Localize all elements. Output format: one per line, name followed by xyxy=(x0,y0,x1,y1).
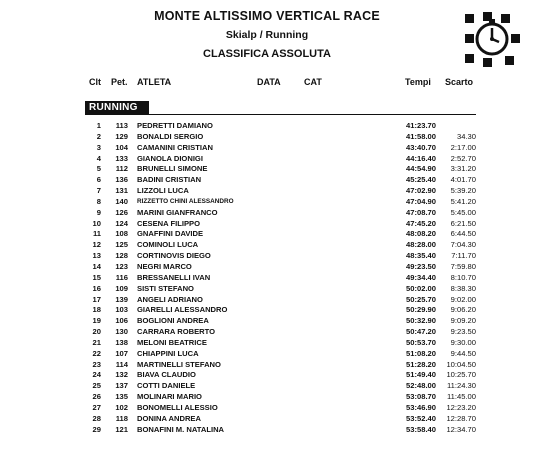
section-label-running: RUNNING xyxy=(85,101,149,114)
time-cell: 50:25.70 xyxy=(406,294,436,304)
time-cell: 47:02.90 xyxy=(406,186,436,196)
gap-cell: 5:39.20 xyxy=(450,186,476,196)
rank-cell: 8 xyxy=(96,196,101,206)
race-subtitle: Skialp / Running xyxy=(225,29,309,41)
rank-cell: 4 xyxy=(96,153,101,163)
table-row xyxy=(0,284,534,295)
col-header-data: DATA xyxy=(257,77,281,87)
time-cell: 53:58.40 xyxy=(406,424,436,434)
athlete-cell: GNAFFINI DAVIDE xyxy=(137,229,204,239)
rank-cell: 23 xyxy=(92,359,101,369)
table-row xyxy=(0,403,534,414)
bib-cell: 104 xyxy=(115,142,128,152)
gap-cell: 8:38.30 xyxy=(450,283,476,293)
gap-cell: 10:04.50 xyxy=(446,359,476,369)
bib-cell: 131 xyxy=(115,186,128,196)
athlete-cell: MARINI GIANFRANCO xyxy=(137,207,218,217)
rank-cell: 17 xyxy=(92,294,101,304)
bib-cell: 133 xyxy=(115,153,128,163)
athlete-cell: BONOMELLI ALESSIO xyxy=(137,402,218,412)
table-row xyxy=(0,338,534,349)
time-cell: 47:08.70 xyxy=(406,207,436,217)
table-row xyxy=(0,197,534,208)
gap-cell: 9:44.50 xyxy=(450,348,476,358)
col-header-athlete: ATLETA xyxy=(137,77,172,87)
real-time-logo xyxy=(461,8,523,70)
col-header-cat: CAT xyxy=(304,77,322,87)
table-row xyxy=(0,425,534,436)
gap-cell: 12:23.20 xyxy=(446,402,476,412)
athlete-cell: BONALDI SERGIO xyxy=(137,131,204,141)
gap-cell: 6:44.50 xyxy=(450,229,476,239)
classification-title: CLASSIFICA ASSOLUTA xyxy=(203,48,331,60)
athlete-cell: MELONI BEATRICE xyxy=(137,337,207,347)
rank-cell: 21 xyxy=(92,337,101,347)
time-cell: 49:34.40 xyxy=(406,272,436,282)
gap-cell: 5:45.00 xyxy=(450,207,476,217)
table-row xyxy=(0,164,534,175)
rank-cell: 28 xyxy=(92,413,101,423)
rank-cell: 13 xyxy=(92,251,101,261)
time-cell: 48:08.20 xyxy=(406,229,436,239)
bib-cell: 139 xyxy=(115,294,128,304)
rank-cell: 9 xyxy=(96,207,101,217)
rank-cell: 19 xyxy=(92,316,101,326)
gap-cell: 3:31.20 xyxy=(450,164,476,174)
rank-cell: 22 xyxy=(92,348,101,358)
athlete-cell: MOLINARI MARIO xyxy=(137,392,202,402)
time-cell: 41:23.70 xyxy=(406,121,436,130)
bib-cell: 132 xyxy=(115,370,128,380)
rank-cell: 6 xyxy=(96,175,101,185)
bib-cell: 126 xyxy=(115,207,128,217)
table-row xyxy=(0,251,534,262)
gap-cell: 12:28.70 xyxy=(446,413,476,423)
table-row xyxy=(0,121,534,132)
athlete-cell: GIARELLI ALESSANDRO xyxy=(137,305,228,315)
time-cell: 44:54.90 xyxy=(406,164,436,174)
gap-cell: 9:06.20 xyxy=(450,305,476,315)
athlete-cell: BIAVA CLAUDIO xyxy=(137,370,196,380)
rank-cell: 16 xyxy=(92,283,101,293)
time-cell: 44:16.40 xyxy=(406,153,436,163)
time-cell: 51:49.40 xyxy=(406,370,436,380)
bib-cell: 125 xyxy=(115,240,128,250)
bib-cell: 109 xyxy=(115,283,128,293)
results-table xyxy=(0,121,534,435)
athlete-cell: BRUNELLI SIMONE xyxy=(137,164,208,174)
time-cell: 49:23.50 xyxy=(406,261,436,271)
bib-cell: 135 xyxy=(115,392,128,402)
rank-cell: 5 xyxy=(96,164,101,174)
gap-cell: 34.30 xyxy=(456,131,476,141)
bib-cell: 106 xyxy=(115,316,128,326)
bib-cell: 108 xyxy=(115,229,128,239)
col-header-gap: Scarto xyxy=(445,77,474,87)
table-row xyxy=(0,392,534,403)
col-header-time: Tempi xyxy=(405,77,431,87)
bib-cell: 129 xyxy=(115,131,128,141)
table-row xyxy=(0,219,534,230)
time-cell: 50:47.20 xyxy=(406,327,436,337)
bib-cell: 118 xyxy=(115,413,128,423)
time-cell: 51:28.20 xyxy=(406,359,436,369)
athlete-cell: CAMANINI CRISTIAN xyxy=(137,142,213,152)
table-row xyxy=(0,229,534,240)
table-row xyxy=(0,262,534,273)
athlete-cell: BONAFINI M. NATALINA xyxy=(137,424,225,434)
table-row xyxy=(0,273,534,284)
rank-cell: 11 xyxy=(92,229,101,239)
gap-cell: 9:02.00 xyxy=(450,294,476,304)
time-cell: 50:53.70 xyxy=(406,337,436,347)
gap-cell: 6:21.50 xyxy=(450,218,476,228)
table-row xyxy=(0,316,534,327)
rank-cell: 12 xyxy=(92,240,101,250)
rank-cell: 26 xyxy=(92,392,101,402)
table-row xyxy=(0,240,534,251)
bib-cell: 128 xyxy=(115,251,128,261)
time-cell: 53:52.40 xyxy=(406,413,436,423)
time-cell: 47:04.90 xyxy=(406,196,436,206)
table-row xyxy=(0,186,534,197)
table-row xyxy=(0,154,534,165)
gap-cell: 7:11.70 xyxy=(451,251,476,261)
bib-cell: 114 xyxy=(115,359,128,369)
bib-cell: 121 xyxy=(115,424,128,434)
time-cell: 50:02.00 xyxy=(406,283,436,293)
bib-cell: 102 xyxy=(115,402,128,412)
athlete-cell: CORTINOVIS DIEGO xyxy=(137,251,211,261)
bib-cell: 116 xyxy=(115,272,128,282)
gap-cell: 9:23.50 xyxy=(450,327,476,337)
bib-cell: 112 xyxy=(115,164,128,174)
athlete-cell: ANGELI ADRIANO xyxy=(137,294,203,304)
gap-cell: 11:24.30 xyxy=(447,381,476,391)
athlete-cell: COMINOLI LUCA xyxy=(137,240,199,250)
athlete-cell: COTTI DANIELE xyxy=(137,381,196,391)
gap-cell: 2:52.70 xyxy=(450,153,476,163)
time-cell: 45:25.40 xyxy=(406,175,436,185)
table-row xyxy=(0,305,534,316)
athlete-cell: CHIAPPINI LUCA xyxy=(137,348,199,358)
table-row xyxy=(0,381,534,392)
time-cell: 50:32.90 xyxy=(406,316,436,326)
race-title: MONTE ALTISSIMO VERTICAL RACE xyxy=(154,9,380,23)
athlete-cell: SISTI STEFANO xyxy=(137,283,194,293)
athlete-cell: CARRARA ROBERTO xyxy=(137,327,216,337)
bib-cell: 113 xyxy=(115,121,128,130)
results-table-header xyxy=(0,77,534,89)
rank-cell: 20 xyxy=(92,327,101,337)
gap-cell: 9:09.20 xyxy=(450,316,476,326)
athlete-cell: BRESSANELLI IVAN xyxy=(137,272,211,282)
stopwatch-icon xyxy=(461,8,523,70)
time-cell: 53:46.90 xyxy=(406,402,436,412)
rank-cell: 14 xyxy=(92,261,101,271)
time-cell: 47:45.20 xyxy=(406,218,436,228)
gap-cell: 12:34.70 xyxy=(446,424,476,434)
bib-cell: 130 xyxy=(115,327,128,337)
time-cell: 51:08.20 xyxy=(406,348,436,358)
table-row xyxy=(0,349,534,360)
athlete-cell: BOGLIONI ANDREA xyxy=(137,316,209,326)
time-cell: 43:40.70 xyxy=(406,142,436,152)
rank-cell: 25 xyxy=(92,381,101,391)
col-header-pet: Pet. xyxy=(111,77,128,87)
athlete-cell: NEGRI MARCO xyxy=(137,261,192,271)
col-header-clt: Clt xyxy=(89,77,101,87)
table-row xyxy=(0,132,534,143)
rank-cell: 15 xyxy=(92,272,101,282)
gap-cell: 4:01.70 xyxy=(450,175,476,185)
gap-cell: 7:59.80 xyxy=(450,261,476,271)
rank-cell: 10 xyxy=(92,218,101,228)
rank-cell: 3 xyxy=(96,142,101,152)
time-cell: 53:08.70 xyxy=(406,392,436,402)
rank-cell: 27 xyxy=(92,402,101,412)
time-cell: 48:28.00 xyxy=(406,240,436,250)
athlete-cell: RIZZETTO CHINI ALESSANDRO xyxy=(137,197,234,205)
gap-cell: 10:25.70 xyxy=(446,370,476,380)
time-cell: 41:58.00 xyxy=(406,131,436,141)
athlete-cell: GIANOLA DIONIGI xyxy=(137,153,203,163)
table-row xyxy=(0,414,534,425)
bib-cell: 137 xyxy=(115,381,128,391)
gap-cell: 5:41.20 xyxy=(450,196,476,206)
athlete-cell: CESENA FILIPPO xyxy=(137,218,201,228)
bib-cell: 138 xyxy=(115,337,128,347)
gap-cell: 9:30.00 xyxy=(450,337,476,347)
table-row xyxy=(0,295,534,306)
bib-cell: 123 xyxy=(115,261,128,271)
bib-cell: 140 xyxy=(115,196,128,206)
bib-cell: 103 xyxy=(115,305,128,315)
rank-cell: 29 xyxy=(92,424,101,434)
table-row xyxy=(0,143,534,154)
time-cell: 48:35.40 xyxy=(406,251,436,261)
athlete-cell: LIZZOLI LUCA xyxy=(137,186,189,196)
bib-cell: 124 xyxy=(115,218,128,228)
rank-cell: 1 xyxy=(96,121,101,130)
table-row xyxy=(0,360,534,371)
table-row xyxy=(0,370,534,381)
gap-cell: 2:17.00 xyxy=(450,142,476,152)
bib-cell: 136 xyxy=(115,175,128,185)
athlete-cell: BADINI CRISTIAN xyxy=(137,175,202,185)
rank-cell: 24 xyxy=(92,370,101,380)
table-row xyxy=(0,208,534,219)
gap-cell: 11:45.00 xyxy=(447,392,476,402)
time-cell: 50:29.90 xyxy=(406,305,436,315)
athlete-cell: DONINA ANDREA xyxy=(137,413,201,423)
rank-cell: 2 xyxy=(96,131,101,141)
gap-cell: 7:04.30 xyxy=(450,240,476,250)
athlete-cell: MARTINELLI STEFANO xyxy=(137,359,221,369)
bib-cell: 107 xyxy=(115,348,128,358)
athlete-cell: PEDRETTI DAMIANO xyxy=(137,121,213,130)
rank-cell: 7 xyxy=(96,186,101,196)
table-row xyxy=(0,327,534,338)
gap-cell: 8:10.70 xyxy=(450,272,476,282)
rank-cell: 18 xyxy=(92,305,101,315)
section-divider xyxy=(85,114,476,115)
table-row xyxy=(0,175,534,186)
time-cell: 52:48.00 xyxy=(406,381,436,391)
